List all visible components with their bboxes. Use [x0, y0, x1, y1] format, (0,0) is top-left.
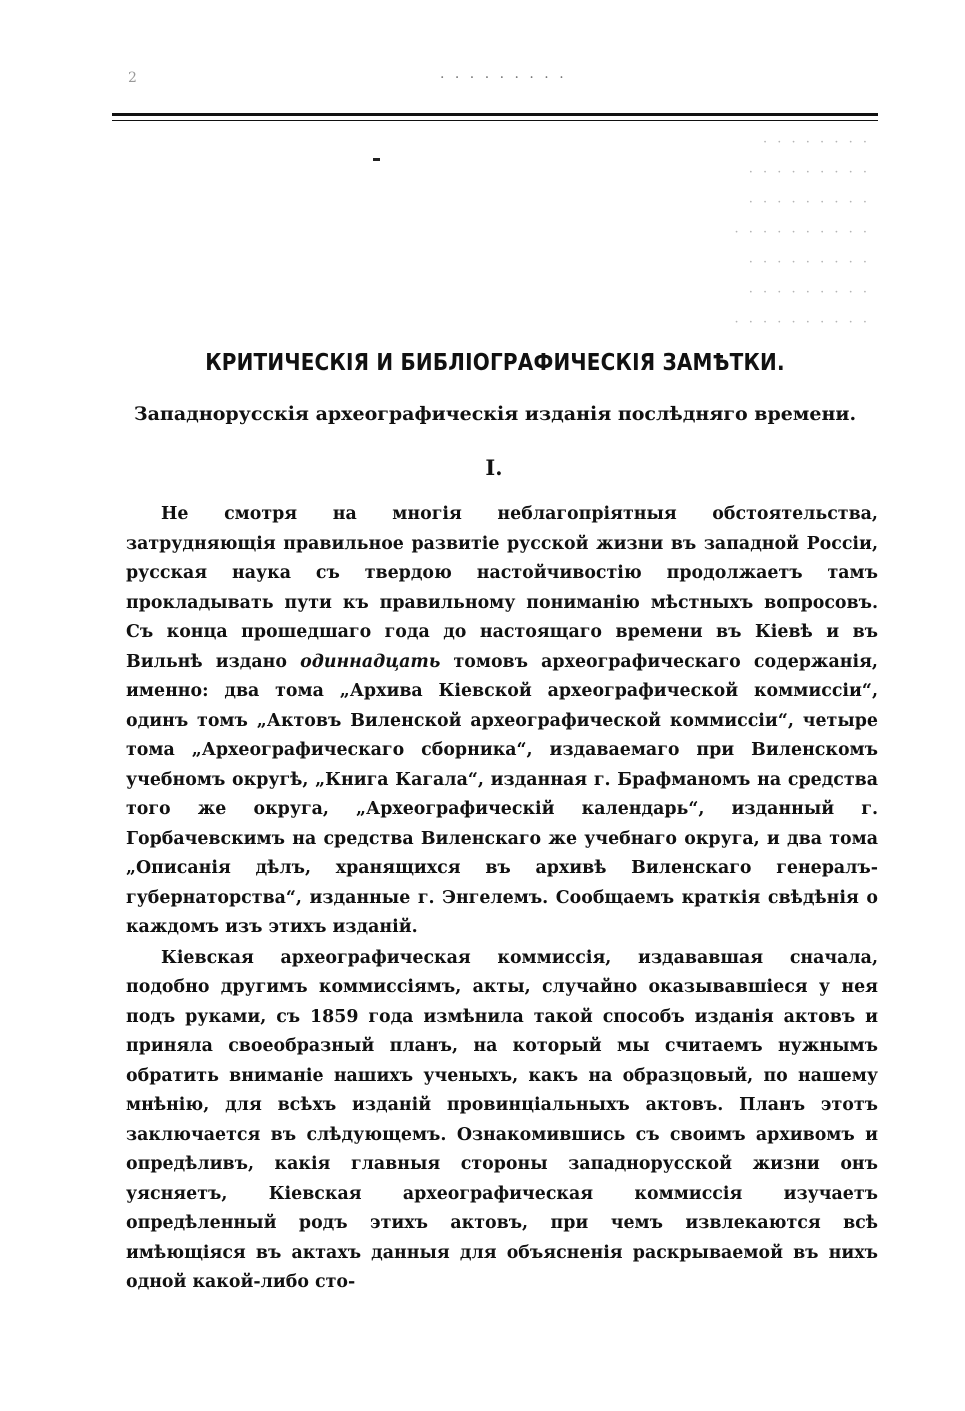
article-body: [126, 500, 878, 1298]
header-rule-thick: [112, 113, 878, 116]
part-number: I.: [485, 455, 503, 480]
running-head: [120, 70, 880, 90]
bleed-line: · · · · · · · · ·: [748, 285, 870, 300]
bleed-line: · · · · · · · ·: [763, 135, 870, 150]
italic-emphasis: одиннадцать: [300, 651, 441, 672]
ink-mark: [373, 158, 380, 161]
bleed-line: · · · · · · · · · ·: [734, 225, 870, 240]
article-title: Западнорусскія археографическія изданія послѣдняго времени.: [133, 403, 857, 425]
paragraph: [126, 944, 878, 1298]
paragraph: [126, 500, 878, 943]
paragraph-text: Не смотря на многія неблагопріятныя обстоятельства, затрудняющія правильное развитіе русской жизни въ западной Россіи, русская наука съ твердою настойчивостію продолжаетъ тамъ прокладывать пути къ правильному пониманію мѣстныхъ вопросовъ. Съ конца прошедшаго года до настоящаго времени въ Кіевѣ и въ Вильнѣ издано: [126, 504, 878, 672]
bleed-through-text: [580, 128, 870, 330]
paragraph-text: томовъ археографическаго содержанія, именно: два тома „Архива Кіевской археографической коммиссіи“, одинъ томъ „Актовъ Виленской археографической коммиссіи“, четыре тома „Археографическаго сборника“, издаваемаго при Виленскомъ учебномъ округѣ, „Книга Кагала“, изданная г. Брафманомъ на средства того же округа, „Археографическій календарь“, изданный г. Горбачевскимъ на средства Виленскаго же учебнаго округа, и два тома „Описанія дѣлъ, хранящихся въ архивѣ Виленскаго генералъ-губернаторства“, изданные г. Энгелемъ. Сообщаемъ краткія свѣдѣнія о каждомъ изъ этихъ изданій.: [126, 651, 878, 937]
bleed-line: · · · · · · · · ·: [748, 255, 870, 270]
bleed-line: · · · · · · · · ·: [748, 165, 870, 180]
page-number: 2: [128, 70, 140, 86]
bleed-line: · · · · · · · · ·: [748, 195, 870, 210]
running-head-text: · · · · · · · · ·: [440, 70, 567, 86]
paragraph-text: Кіевская археографическая коммиссія, издававшая сначала, подобно другимъ коммиссіямъ, акты, случайно оказывавшіеся у нея подъ руками, съ 1859 года измѣнила такой способъ изданія актовъ и приняла своеобразный планъ, на который мы считаемъ нужнымъ обратить вниманіе нашихъ ученыхъ, какъ на образцовый, по нашему мнѣнію, для всѣхъ изданій провинціальныхъ актовъ. Планъ этотъ заключается въ слѣдующемъ. Ознакомившись съ своимъ архивомъ и опредѣливъ, какія главныя стороны западнорусской жизни онъ уясняетъ, Кіевская археографическая коммиссія изучаетъ опредѣленный родъ этихъ актовъ, при чемъ извлекаются всѣ имѣющіяся въ актахъ данныя для объясненія раскрываемой въ нихъ одной какой-либо сто-: [126, 947, 878, 1292]
header-rule-thin: [112, 120, 878, 121]
bleed-line: · · · · · · · · · ·: [734, 315, 870, 330]
section-heading: КРИТИЧЕСКІЯ И БИБЛІОГРАФИЧЕСКІЯ ЗАМѢТКИ.: [205, 348, 785, 376]
